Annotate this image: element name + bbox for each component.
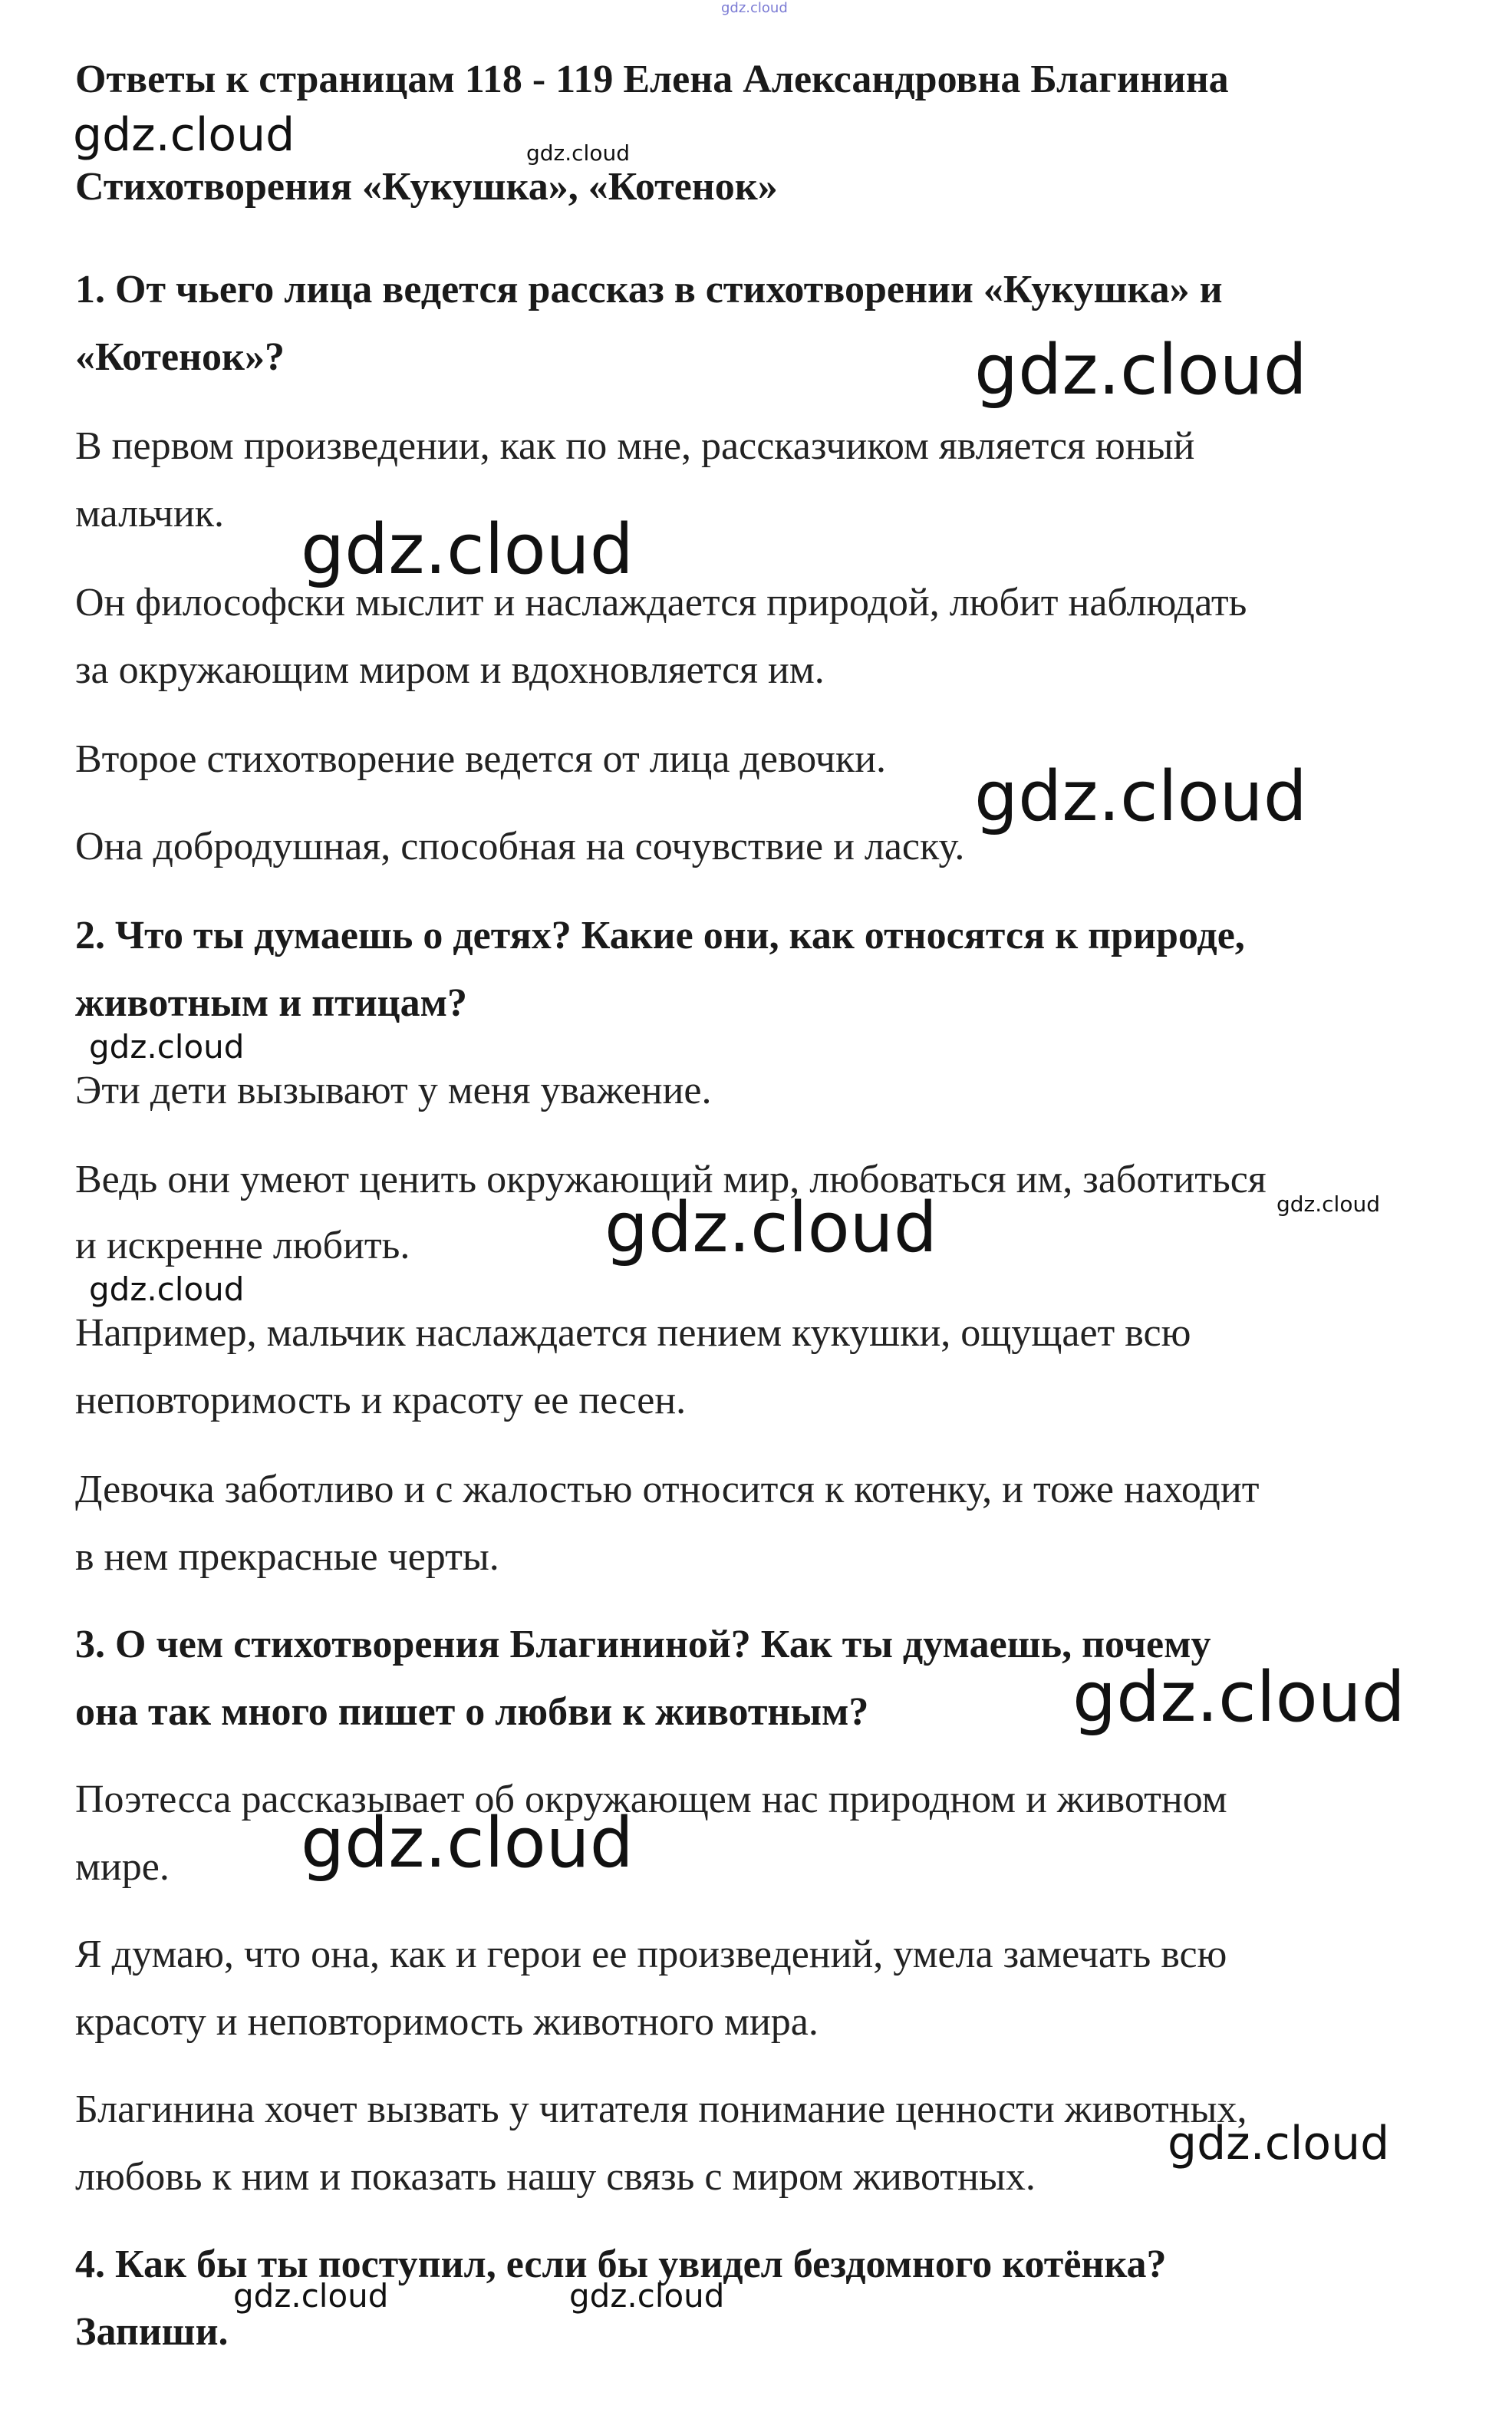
question-3-line-1: 3. О чем стихотворения Благининой? Как ты думаешь, почему xyxy=(75,1623,1211,1666)
answer-1-line: мальчик. xyxy=(75,492,225,536)
watermark: gdz.cloud xyxy=(233,2277,389,2315)
answer-2-line: Девочка заботливо и с жалостью относится к котенку, и тоже находит xyxy=(75,1468,1260,1511)
watermark: gdz.cloud xyxy=(1168,2117,1390,2170)
question-1-line-1: 1. От чьего лица ведется рассказ в стихотворении «Кукушка» и xyxy=(75,268,1223,311)
answer-2-line: Эти дети вызывают у меня уважение. xyxy=(75,1069,712,1112)
watermark: gdz.cloud xyxy=(604,1188,937,1268)
answer-1-line: Второе стихотворение ведется от лица девочки. xyxy=(75,737,887,781)
watermark: gdz.cloud xyxy=(89,1270,245,1308)
page-subtitle: Стихотворения «Кукушка», «Котенок» xyxy=(75,165,778,209)
watermark: gdz.cloud xyxy=(526,140,630,166)
answer-3-line: Благинина хочет вызвать у читателя понимание ценности животных, xyxy=(75,2088,1247,2131)
watermark: gdz.cloud xyxy=(974,330,1307,410)
watermark: gdz.cloud xyxy=(1072,1657,1405,1738)
answer-2-line: Ведь они умеют ценить окружающий мир, любоваться им, заботиться xyxy=(75,1158,1267,1201)
question-3-line-2: она так много пишет о любви к животным? xyxy=(75,1690,869,1734)
watermark-top: gdz.cloud xyxy=(721,0,788,16)
answer-1-line: Она добродушная, способная на сочувствие и ласку. xyxy=(75,825,965,868)
answer-2-line: Например, мальчик наслаждается пением кукушки, ощущает всю xyxy=(75,1311,1191,1355)
answer-3-line: красоту и неповторимость животного мира. xyxy=(75,2000,819,2044)
page-title: Ответы к страницам 118 - 119 Елена Александровна Благинина xyxy=(75,58,1229,101)
question-4-line-1: 4. Как бы ты поступил, если бы увидел бездомного котёнка? xyxy=(75,2243,1167,2286)
watermark: gdz.cloud xyxy=(974,756,1307,837)
watermark: gdz.cloud xyxy=(1276,1191,1380,1217)
answer-3-line: Поэтесса рассказывает об окружающем нас природном и животном xyxy=(75,1778,1227,1821)
answer-2-line: неповторимость и красоту ее песен. xyxy=(75,1379,687,1422)
answer-2-line: в нем прекрасные черты. xyxy=(75,1535,499,1579)
answer-3-line: Я думаю, что она, как и герои ее произведений, умела замечать всю xyxy=(75,1933,1227,1976)
watermark: gdz.cloud xyxy=(89,1028,245,1066)
answer-3-line: мире. xyxy=(75,1845,170,1889)
answer-1-line: В первом произведении, как по мне, рассказчиком является юный xyxy=(75,424,1195,468)
watermark: gdz.cloud xyxy=(301,1803,634,1883)
question-2-line-2: животным и птицам? xyxy=(75,981,468,1025)
answer-2-line: и искренне любить. xyxy=(75,1224,410,1267)
answer-1-line: за окружающим миром и вдохновляется им. xyxy=(75,648,825,692)
watermark: gdz.cloud xyxy=(73,108,295,162)
answer-1-line: Он философски мыслит и наслаждается природой, любит наблюдать xyxy=(75,581,1247,624)
question-2-line-1: 2. Что ты думаешь о детях? Какие они, как относятся к природе, xyxy=(75,914,1245,957)
watermark: gdz.cloud xyxy=(301,509,634,590)
watermark: gdz.cloud xyxy=(569,2277,725,2315)
answer-3-line: любовь к ним и показать нашу связь с миром животных. xyxy=(75,2155,1036,2199)
question-1-line-2: «Котенок»? xyxy=(75,335,285,379)
question-4-line-2: Запиши. xyxy=(75,2310,229,2354)
